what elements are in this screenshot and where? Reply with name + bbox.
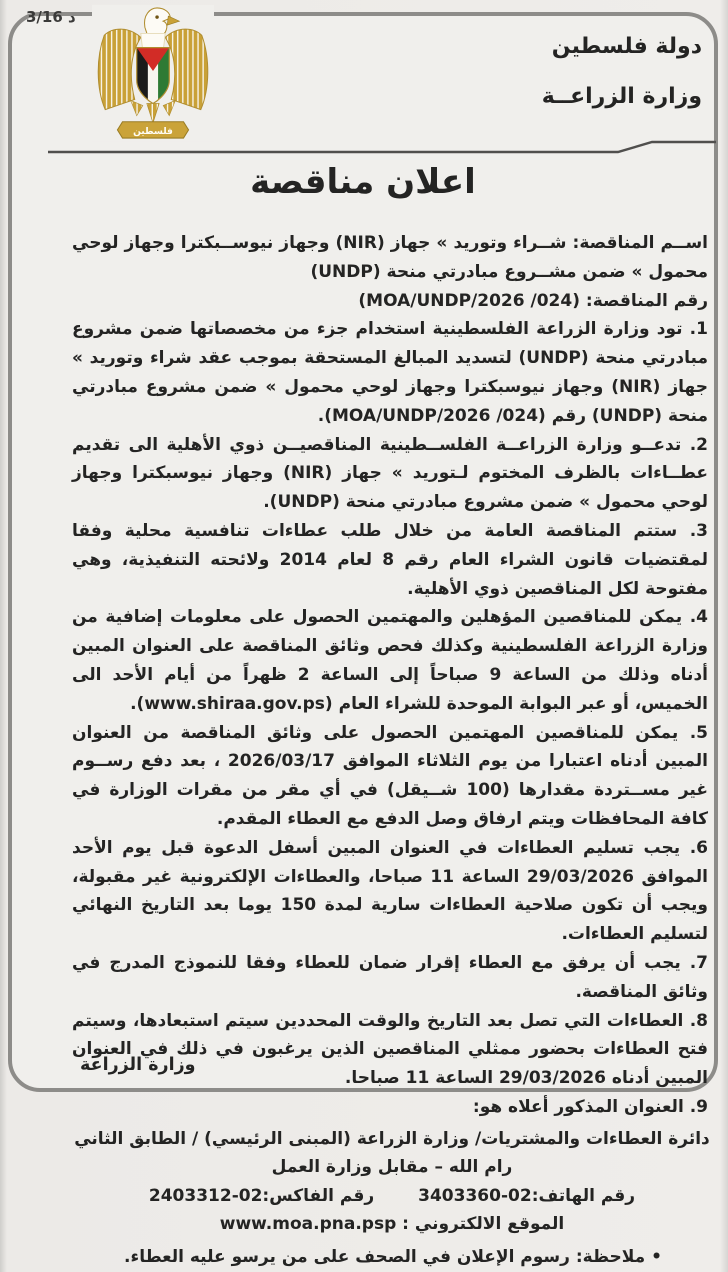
tender-item-6: 6. يجب تسليم العطاءات في العنوان المبين أسفل الدعوة قبل يوم الأحد الموافق 29/03/2026 الساعة 11 صباحا، والعطاءات الإلكترونية غير مقبولة، ويجب أن تكون صلاحية العطاءات سارية لمدة 150 يوما بعد التاريخ النهائي لتسليم العطاءات. <box>72 837 709 945</box>
fax-number: رقم الفاكس:02-2403312 <box>148 1185 375 1206</box>
tender-item-7: 7. يجب أن يرفق مع العطاء إقرار ضمان للعطاء وفقا للنموذج المدرج في وثائق المناقصة. <box>72 952 708 1002</box>
emblem-banner-text: فلسطين <box>133 127 173 137</box>
palestine-coat-of-arms-icon <box>92 4 214 142</box>
contact-address-block <box>14 1125 712 1239</box>
footer-ministry-signature: وزارة الزراعة <box>80 1055 196 1075</box>
tender-item-1: 1. تود وزارة الزراعة الفلسطينية استخدام جزء من مخصصاتها ضمن مشروع مبادرتي منحة (UNDP) لتسديد المبالغ المستحقة بموجب عقد شراء وتوريد » جهاز (NIR) وجهاز نيوسبكترا وجهاز لوحي محمول » ضمن مشروع مبادرتي منحة (UNDP) رقم (024/ MOA/UNDP/2026). <box>72 319 708 426</box>
fees-note-line: • ملاحظة: رسوم الإعلان في الصحف على من يرسو عليه العطاء. <box>124 1247 662 1268</box>
phone-number: رقم الهاتف:02-3403360 <box>418 1185 636 1206</box>
tender-item-4: 4. يمكن للمناقصين المؤهلين والمهتمين الحصول على معلومات إضافية من وزارة الزراعة الفلسطينية وكذلك فحص وثائق المناقصة على العنوان المبين أدناه وذلك من الساعة 9 صباحاً إلى الساعة 2 ظهراً من أيام الأحد الى الخميس، أو عبر البوابة الموحدة للشراء العام (www.shiraa.gov.ps). <box>72 607 708 714</box>
tender-item-8: 8. العطاءات التي تصل بعد التاريخ والوقت المحددين سيتم استبعادها، وسيتم فتح العطاءات بحضور ممثلي المناقصين الذين يرغبون في ذلك في العنوان المبين أدناه 29/03/2026 الساعة 11 صباحا. <box>72 1010 708 1089</box>
tender-item-3: 3. ستتم المناقصة العامة من خلال طلب عطاءات تنافسية محلية وفقا لمقتضيات قانون الشراء العام رقم 8 لعام 2014 ولائحته التنفيذية، وهي مفتوحة لكل المناقصين ذوي الأهلية. <box>72 520 708 599</box>
tender-item-9: 9. العنوان المذكور أعلاه هو: <box>472 1096 708 1117</box>
address-line-department: دائرة العطاءات والمشتريات/ وزارة الزراعة (المبنى الرئيسي) / الطابق الثاني <box>74 1128 710 1149</box>
tender-text-block <box>14 229 712 1122</box>
ministry-name: وزارة الزراعــة <box>541 84 702 109</box>
announcement-title: اعلان مناقصة <box>250 162 476 202</box>
page-margin-mark: د 3/16 <box>26 8 76 26</box>
tender-number-line: رقم المناقصة: (024/ MOA/UNDP/2026) <box>358 290 708 311</box>
tender-item-2: 2. تدعــو وزارة الزراعــة الفلســطينية المناقصيــن ذوي الأهلية الى تقديم عطــاءات بالظرف المختوم لـتوريد » جهاز (NIR) وجهاز نيوسبكترا وجهاز لوحي محمول » ضمن مشروع مبادرتي منحة (UNDP). <box>72 434 708 513</box>
announcement-body <box>14 150 712 1272</box>
state-name: دولة فلسطين <box>551 34 702 59</box>
phone-fax-line <box>14 1182 712 1211</box>
tender-name-paragraph: اســم المناقصة: شــراء وتوريد » جهاز (NIR) وجهاز نيوســبكترا وجهاز لوحي محمول » ضمن مشــروع مبادرتي منحة (UNDP) <box>72 233 708 282</box>
website-line: الموقع الالكتروني : www.moa.pna.psp <box>219 1214 565 1235</box>
tender-item-5: 5. يمكن للمناقصين المهتمين الحصول على وثائق المناقصة من العنوان المبين أدناه اعتبارا من يوم الثلاثاء الموافق 2026/03/17 ، بعد دفع رســوم غير مســتردة مقدارها (100 شــيقل) في أي مقر من مقرات الوزارة في كافة المحافظات ويتم ارفاق وصل الدفع مع العطاء المقدم. <box>72 722 708 829</box>
address-line-city: رام الله – مقابل وزارة العمل <box>271 1157 513 1178</box>
